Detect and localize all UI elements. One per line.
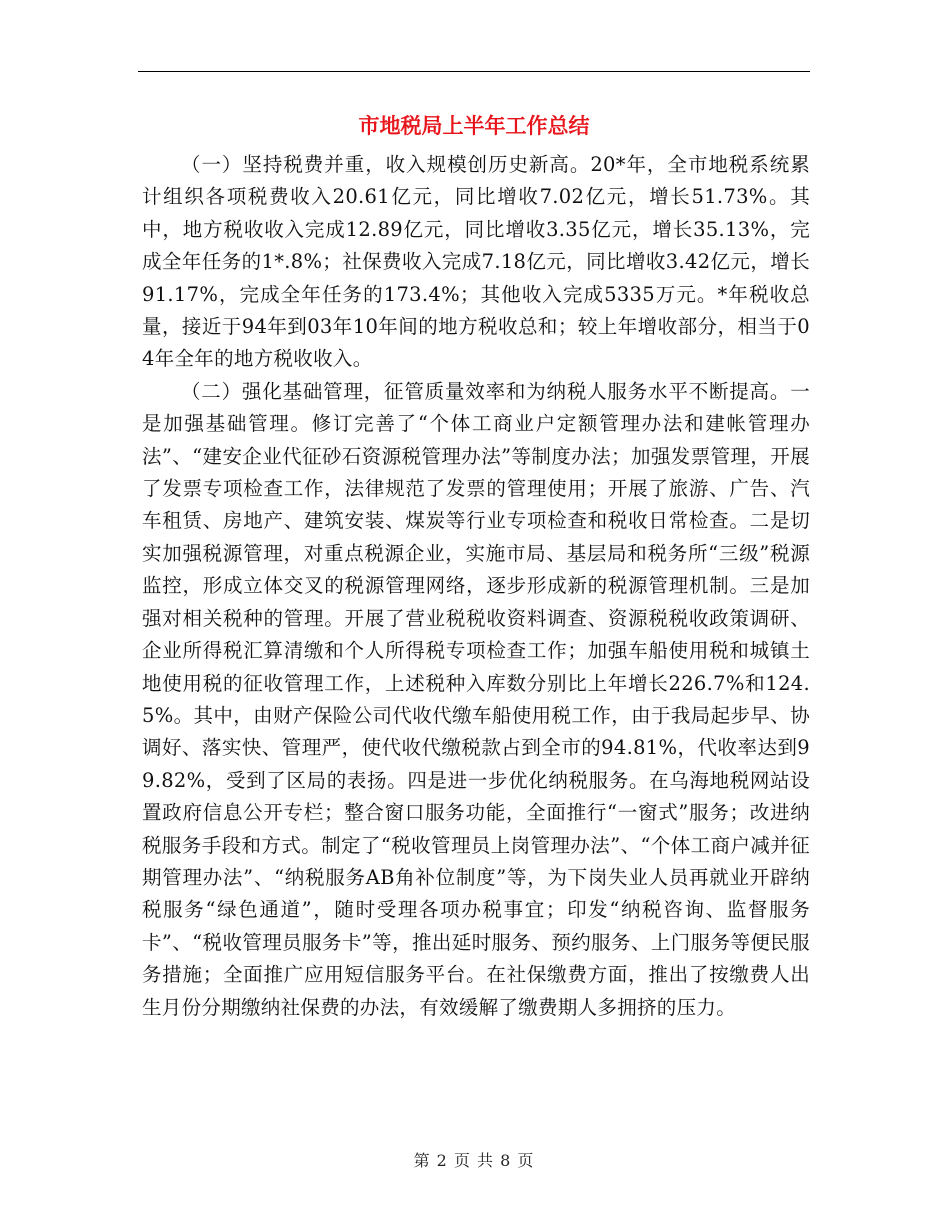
document-body [142,149,810,1024]
page-number: 第 2 页 共 8 页 [413,1151,535,1170]
document-title: 市地税局上半年工作总结 [358,114,590,138]
header-rule [138,71,810,72]
body-paragraph-2: （二）强化基础管理，征管质量效率和为纳税人服务水平不断提高。一是加强基础管理。修订完善了“个体工商业户定额管理办法和建帐管理办法”、“建安企业代征砂石资源税管理办法”等制度办法；加强发票管理，开展了发票专项检查工作，法律规范了发票的管理使用；开展了旅游、广告、汽车租赁、房地产、建筑安装、煤炭等行业专项检查和税收日常检查。二是切实加强税源管理，对重点税源企业，实施市局、基层局和税务所“三级”税源监控，形成立体交叉的税源管理网络，逐步形成新的税源管理机制。三是加强对相关税种的管理。开展了营业税税收资料调查、资源税税收政策调研、企业所得税汇算清缴和个人所得税专项检查工作；加强车船使用税和城镇土地使用税的征收管理工作，上述税种入库数分别比上年增长226.7%和124.5%。其中，由财产保险公司代收代缴车船使用税工作，由于我局起步早、协调好、落实快、管理严，使代收代缴税款占到全市的94.81%，代收率达到99.82%，受到了区局的表扬。四是进一步优化纳税服务。在乌海地税网站设置政府信息公开专栏；整合窗口服务功能，全面推行“一窗式”服务；改进纳税服务手段和方式。制定了“税收管理员上岗管理办法”、“个体工商户减并征期管理办法”、“纳税服务AB角补位制度”等，为下岗失业人员再就业开辟纳税服务“绿色通道”，随时受理各项办税事宜；印发“纳税咨询、监督服务卡”、“税收管理员服务卡”等，推出延时服务、预约服务、上门服务等便民服务措施；全面推广应用短信服务平台。在社保缴费方面，推出了按缴费人出生月份分期缴纳社保费的办法，有效缓解了缴费期人多拥挤的压力。 [142,379,810,1019]
body-paragraph-1: （一）坚持税费并重，收入规模创历史新高。20*年，全市地税系统累计组织各项税费收入20.61亿元，同比增收7.02亿元，增长51.73%。其中，地方税收收入完成12.89亿元，同比增收3.35亿元，增长35.13%，完成全年任务的1*.8%；社保费收入完成7.18亿元，同比增收3.42亿元，增长91.17%，完成全年任务的173.4%；其他收入完成5335万元。*年税收总量，接近于94年到03年10年间的地方税收总和；较上年增收部分，相当于04年全年的地方税收收入。 [142,153,810,371]
